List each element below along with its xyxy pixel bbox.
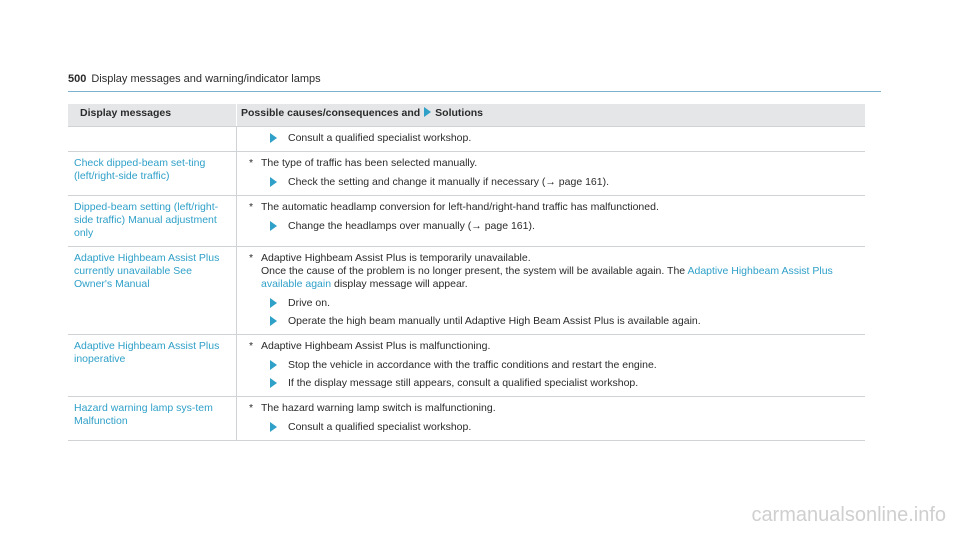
solution-text: Check the setting and change it manually if necessary (→ page 161). xyxy=(288,176,610,188)
solution-arrow-icon xyxy=(270,298,277,308)
cause-text: The automatic headlamp conversion for left-hand/right-hand traffic has malfunctioned. xyxy=(261,201,659,213)
cause-item xyxy=(243,201,857,214)
cause-item xyxy=(243,157,857,170)
page-number: 500 xyxy=(68,73,87,85)
cause-cell xyxy=(237,335,866,397)
solution-step xyxy=(243,220,857,233)
solution-arrow-icon xyxy=(270,360,277,370)
message-cell: Check dipped-beam set-ting (left/right-side traffic) xyxy=(68,152,237,196)
message-cell: Adaptive Highbeam Assist Plus inoperative xyxy=(68,335,237,397)
solution-text: Change the headlamps over manually (→ page 161). xyxy=(288,220,535,232)
cause-item xyxy=(243,402,857,415)
cause-cell xyxy=(237,127,866,152)
cause-cell xyxy=(237,397,866,441)
cause-text: Adaptive Highbeam Assist Plus is temporarily unavailable. xyxy=(261,252,531,264)
bullet-star: * xyxy=(249,252,254,264)
solution-step xyxy=(243,297,857,310)
cause-item xyxy=(243,340,857,353)
cause-text: The hazard warning lamp switch is malfunctioning. xyxy=(261,402,496,414)
page-title: Display messages and warning/indicator lamps xyxy=(91,73,321,85)
cause-detail xyxy=(243,265,857,291)
message-cell: Hazard warning lamp sys-tem Malfunction xyxy=(68,397,237,441)
solution-text: If the display message still appears, consult a qualified specialist workshop. xyxy=(288,377,639,389)
table-row xyxy=(68,397,865,441)
table-row xyxy=(68,247,865,335)
message-cell: Adaptive Highbeam Assist Plus currently unavailable See Owner's Manual xyxy=(68,247,237,335)
col-header-causes xyxy=(237,104,866,127)
solution-step xyxy=(243,359,857,372)
solution-step xyxy=(243,132,857,145)
table-header-row xyxy=(68,104,865,127)
col-header-messages: Display messages xyxy=(68,104,237,127)
solution-arrow-icon xyxy=(270,221,277,231)
table-row xyxy=(68,152,865,196)
solution-arrow-icon xyxy=(270,422,277,432)
message-cell: Dipped-beam setting (left/right-side traffic) Manual adjustment only xyxy=(68,196,237,247)
cause-item xyxy=(243,252,857,265)
display-messages-table xyxy=(68,104,865,441)
col-header-causes-text: Possible causes/consequences and xyxy=(241,107,421,119)
table-row xyxy=(68,335,865,397)
display-message-reference: Adaptive Highbeam Assist Plus available again xyxy=(261,265,833,290)
solution-text: Drive on. xyxy=(288,297,331,309)
bullet-star: * xyxy=(249,340,254,352)
cause-detail-text-end: display message will appear. xyxy=(333,278,468,290)
table-row xyxy=(68,196,865,247)
solution-step xyxy=(243,315,857,328)
solution-step xyxy=(243,377,857,390)
solution-text: Operate the high beam manually until Adaptive High Beam Assist Plus is available again. xyxy=(288,315,701,327)
cause-text: The type of traffic has been selected manually. xyxy=(261,157,478,169)
solution-text: Consult a qualified specialist workshop. xyxy=(288,421,472,433)
col-header-solutions-text: Solutions xyxy=(435,107,484,119)
page-header xyxy=(68,73,881,92)
bullet-star: * xyxy=(249,201,254,213)
solution-arrow-icon xyxy=(270,133,277,143)
solution-text: Stop the vehicle in accordance with the traffic conditions and restart the engine. xyxy=(288,359,657,371)
solution-arrow-icon xyxy=(270,177,277,187)
solution-step xyxy=(243,421,857,434)
cause-cell xyxy=(237,152,866,196)
watermark: carmanualsonline.info xyxy=(751,504,946,526)
solution-arrow-icon xyxy=(270,378,277,388)
cause-text: Adaptive Highbeam Assist Plus is malfunctioning. xyxy=(261,340,491,352)
bullet-star: * xyxy=(249,402,254,414)
solution-arrow-icon xyxy=(424,107,431,117)
solution-text: Consult a qualified specialist workshop. xyxy=(288,132,472,144)
table-row xyxy=(68,127,865,152)
cause-cell xyxy=(237,247,866,335)
bullet-star: * xyxy=(249,157,254,169)
solution-arrow-icon xyxy=(270,316,277,326)
cause-cell xyxy=(237,196,866,247)
cause-detail-text: Once the cause of the problem is no longer present, the system will be available again. The xyxy=(261,265,686,277)
message-cell xyxy=(68,127,237,152)
solution-step xyxy=(243,176,857,189)
